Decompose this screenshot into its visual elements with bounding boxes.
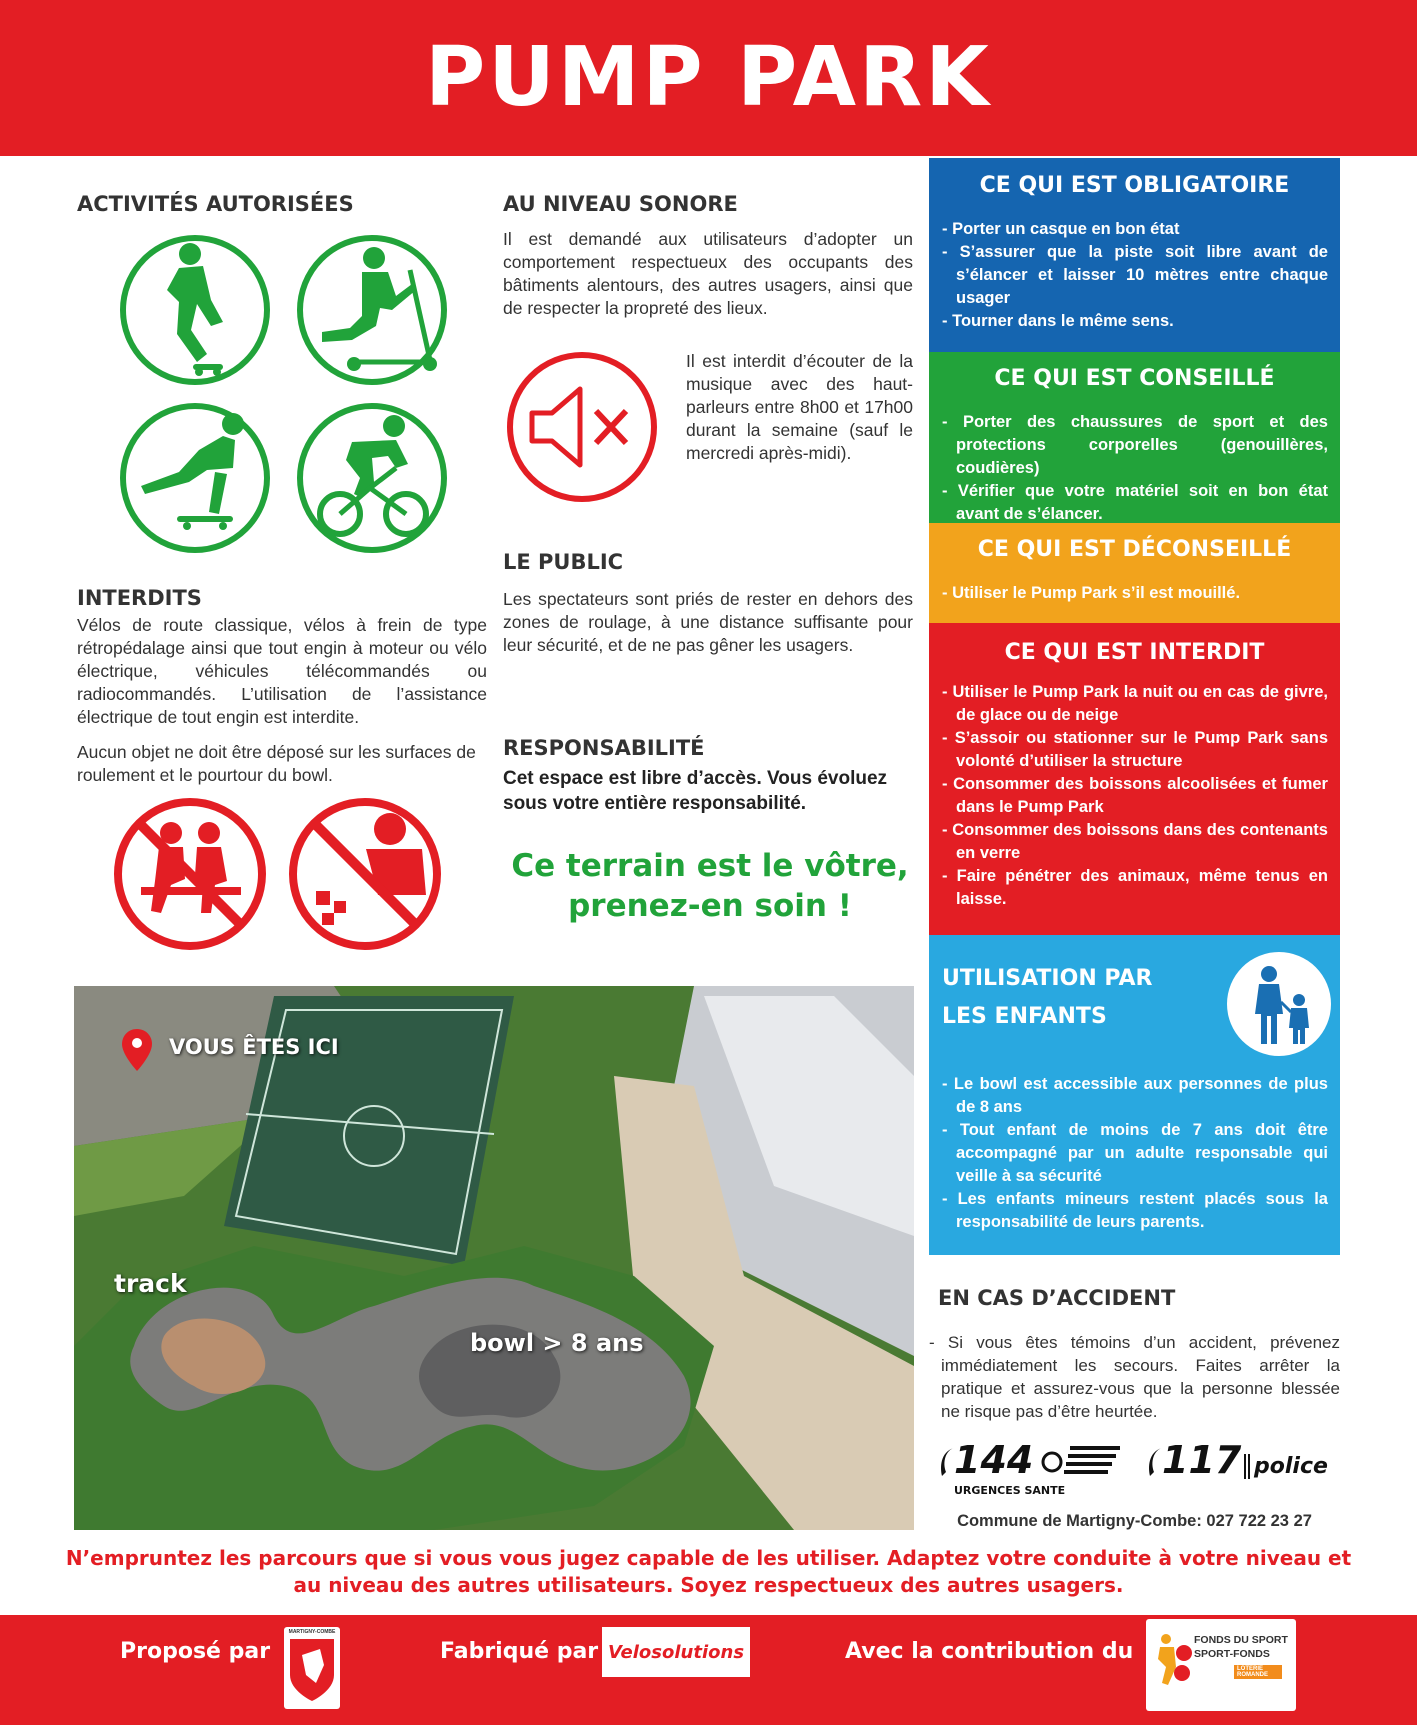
vous-etes-ici-label: VOUS ÊTES ICI: [169, 1035, 339, 1059]
track-label: track: [114, 1269, 187, 1298]
velosolutions-logo: [602, 1627, 750, 1677]
no-objects-icon: [286, 795, 444, 953]
slogan-line-1: Ce terrain est le vôtre,: [511, 848, 909, 884]
enfants-item: - Tout enfant de moins de 7 ans doit être accompagné par un adulte responsable qui veille à sa sécurité: [942, 1119, 1328, 1188]
location-pin-icon: [122, 1029, 152, 1071]
conseille-item: - Porter des chaussures de sport et des protections corporelles (genouillères, coudières): [942, 411, 1328, 480]
roller-skater-icon: [115, 230, 275, 390]
panel-obligatoire: [929, 158, 1340, 352]
panel-interdit-title: CE QUI EST INTERDIT: [1004, 640, 1265, 665]
deconseille-item: - Utiliser le Pump Park s’il est mouillé.: [942, 582, 1328, 605]
accident-heading: EN CAS D’ACCIDENT: [938, 1286, 1176, 1310]
slogan-line-2: prenez-en soin !: [568, 888, 852, 924]
bmx-rider-icon: [292, 398, 452, 558]
bowl-label: bowl > 8 ans: [470, 1329, 644, 1357]
accident-paragraph: - Si vous êtes témoins d’un accident, prévenez immédiatement les secours. Faites arrêter la pratique et assurez-vous que la personne blessée ne risque pas d’être heurtée.: [929, 1333, 1341, 1421]
propose-par-label: Proposé par: [120, 1639, 271, 1664]
panel-deconseille-title: CE QUI EST DÉCONSEILLÉ: [977, 537, 1292, 562]
interdit-item: - Consommer des boissons alcoolisées et fumer dans le Pump Park: [942, 773, 1328, 819]
sonore-paragraph-1: Il est demandé aux utilisateurs d’adopter un comportement respectueux des occupants des bâtiments alentours, des autres usagers, ainsi que de respecter la propreté des lieux.: [503, 229, 913, 318]
phone-117-label: police: [1244, 1454, 1328, 1479]
interdits-paragraph-1: Vélos de route classique, vélos à frein de type rétropédalage ainsi que tout engin à moteur ou vélo électrique, véhicules télécommandés ou radiocommandés. L’utilisation de l’assistance électrique de tout engin est interdite.: [77, 615, 487, 727]
sport-fonds-logo: [1146, 1619, 1296, 1711]
interdit-item: - Utiliser le Pump Park la nuit ou en cas de givre, de glace ou de neige: [942, 681, 1328, 727]
panel-enfants-title-line-2: LES ENFANTS: [942, 1004, 1107, 1029]
scooter-rider-icon: [292, 230, 452, 390]
page-title: PUMP PARK: [425, 30, 992, 125]
phone-144-logo: [940, 1440, 1135, 1500]
footer-banner: [0, 1615, 1417, 1725]
interdit-item: - Consommer des boissons dans des contenants en verre: [942, 819, 1328, 865]
sonore-heading: AU NIVEAU SONORE: [503, 192, 738, 216]
enfants-item: - Les enfants mineurs restent placés sous la responsabilité de leurs parents.: [942, 1188, 1328, 1234]
contribution-label: Avec la contribution du: [845, 1639, 1134, 1664]
panel-enfants-title-line-1: UTILISATION PAR: [942, 966, 1153, 991]
panel-obligatoire-title: CE QUI EST OBLIGATOIRE: [979, 173, 1290, 198]
adult-child-icon: [1225, 950, 1333, 1058]
obligatoire-item: - S’assurer que la piste soit libre avant de s’élancer et laisser 10 mètres entre chaque usager: [942, 241, 1328, 310]
phone-144-number: 144: [954, 1438, 1034, 1482]
safety-warning-line-1: N’empruntez les parcours que si vous vous jugez capable de les utiliser. Adaptez votre conduite à votre niveau et: [65, 1546, 1352, 1570]
accident-paragraph-text: Si vous êtes témoins d’un accident, prévenez immédiatement les secours. Faites arrêter la pratique et assurez-vous que la personne blessée ne risque pas d’être heurtée.: [941, 1333, 1341, 1421]
aerial-photo-graphic: [74, 986, 914, 1530]
skateboarder-icon: [115, 398, 275, 558]
conseille-item: - Vérifier que votre matériel soit en bon état avant de s’élancer.: [942, 480, 1328, 526]
safety-warning-line-2: au niveau des autres utilisateurs. Soyez respectueux des autres usagers.: [293, 1573, 1124, 1597]
interdit-item: - S’assoir ou stationner sur le Pump Park sans volonté d’utiliser la structure: [942, 727, 1328, 773]
phone-117-number: 117: [1162, 1438, 1242, 1482]
public-paragraph: Les spectateurs sont priés de rester en dehors des zones de roulage, à une distance suffisante pour leur sécurité, et de ne pas gêner les usagers.: [503, 589, 913, 655]
responsabilite-heading: RESPONSABILITÉ: [503, 736, 705, 760]
aerial-map: [74, 986, 914, 1530]
interdit-item: - Faire pénétrer des animaux, même tenus en laisse.: [942, 865, 1328, 911]
interdits-paragraph-2: Aucun objet ne doit être déposé sur les surfaces de roulement et le pourtour du bowl.: [77, 742, 476, 785]
panel-interdit: [929, 623, 1340, 935]
martigny-combe-coat-of-arms: [284, 1627, 340, 1709]
commune-phone: Commune de Martigny-Combe: 027 722 23 27: [957, 1512, 1312, 1530]
interdits-heading: INTERDITS: [77, 586, 202, 610]
panel-conseille-title: CE QUI EST CONSEILLÉ: [994, 366, 1275, 391]
phone-144-label: URGENCES SANTE: [954, 1484, 1066, 1497]
public-heading: LE PUBLIC: [503, 550, 624, 574]
obligatoire-item: - Porter un casque en bon état: [942, 218, 1328, 241]
sport-fonds-text: SPORT-FONDS: [1194, 1648, 1270, 1660]
no-sitting-icon: [111, 795, 269, 953]
panel-conseille: [929, 352, 1340, 523]
shield-icon: [284, 1635, 340, 1707]
obligatoire-item: - Tourner dans le même sens.: [942, 310, 1328, 333]
phone-117-logo: [1148, 1440, 1343, 1500]
panel-enfants: [929, 935, 1340, 1255]
athlete-stars-icon: [1152, 1629, 1196, 1689]
header-banner: [0, 0, 1417, 156]
responsabilite-paragraph: Cet espace est libre d’accès. Vous évoluez sous votre entière responsabilité.: [503, 768, 888, 814]
loterie-romande-badge: LOTERIE ROMANDE: [1234, 1665, 1282, 1679]
velosolutions-logo-text: Velosolutions: [607, 1641, 745, 1663]
sonore-paragraph-2: Il est interdit d’écouter de la musique avec des haut-parleurs entre 8h00 et 17h00 durant la semaine (sauf le mercredi après-midi).: [686, 351, 913, 463]
fabrique-par-label: Fabriqué par: [440, 1639, 599, 1664]
panel-deconseille: [929, 523, 1340, 623]
enfants-item: - Le bowl est accessible aux personnes de plus de 8 ans: [942, 1073, 1328, 1119]
coat-of-arms-text: MARTIGNY-COMBE: [288, 1629, 336, 1635]
no-music-icon: [502, 347, 662, 507]
safety-warning: [40, 1545, 1377, 1599]
activities-heading: ACTIVITÉS AUTORISÉES: [77, 192, 354, 216]
fonds-du-sport-text: FONDS DU SPORT: [1194, 1634, 1288, 1646]
